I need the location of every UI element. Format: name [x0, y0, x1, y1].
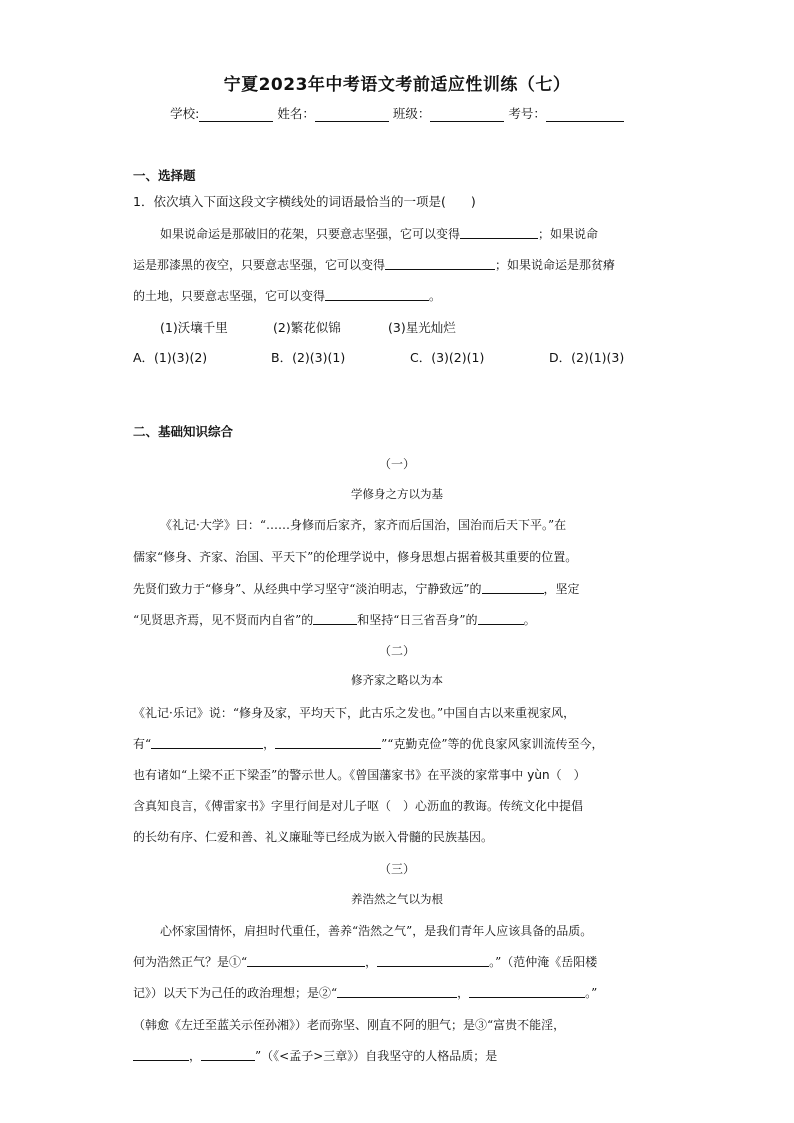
answer-blank[interactable]: [275, 736, 381, 749]
part-number-2: （二）: [378, 644, 415, 658]
pinyin: yùn: [527, 768, 550, 782]
choice-d[interactable]: D．(2)(1)(3): [549, 350, 625, 365]
part2-line-4: 含真知良言，《傅雷家书》字里行间是对儿子呕（ ）心沥血的教诲。传统文化中提倡: [133, 799, 584, 813]
answer-blank[interactable]: [478, 612, 524, 625]
answer-blank[interactable]: [460, 226, 538, 239]
answer-blank[interactable]: [337, 985, 457, 998]
choice-a[interactable]: A．(1)(3)(2): [133, 350, 208, 365]
part3-line-3: 记》）以天下为己任的政治理想；是②“ ， 。”: [133, 986, 598, 1000]
section-heading-2: 二、基础知识综合: [133, 424, 234, 439]
word-option: (1)沃壤千里: [160, 320, 228, 335]
part1-line-2: 儒家“修身、齐家、治国、平天下”的伦理学说中，修身思想占据着极其重要的位置。: [133, 550, 578, 564]
exam-no-blank[interactable]: [546, 108, 624, 122]
answer-blank[interactable]: [313, 612, 357, 625]
answer-blank[interactable]: [469, 985, 585, 998]
student-info-row: [0, 104, 794, 122]
school-blank[interactable]: [199, 108, 273, 122]
section-heading-1: 一、选择题: [133, 168, 196, 183]
part3-line-2: 何为浩然正气？是①“ ， 。”（范仲淹《岳阳楼: [133, 955, 598, 969]
passage-line-3: 的土地，只要意志坚强，它可以变得 。: [133, 289, 442, 303]
choice-b[interactable]: B．(2)(3)(1): [271, 350, 346, 365]
part-number-1: （一）: [378, 457, 415, 471]
word-option: (2)繁花似锦: [273, 320, 341, 335]
class-label: 班级：: [392, 106, 431, 121]
passage-line-1: 如果说命运是那破旧的花架，只要意志坚强，它可以变得 ；如果说命: [160, 227, 599, 241]
part1-line-3: 先贤们致力于“修身”、从经典中学习坚守“淡泊明志，宁静致远”的 ，坚定: [133, 582, 580, 596]
name-label: 姓名：: [277, 106, 315, 121]
question-1-stem: 1．依次填入下面这段文字横线处的词语最恰当的一项是( ): [133, 194, 476, 209]
part2-line-2: 有“ ， ”“克勤克俭”等的优良家风家训流传至今，: [133, 737, 604, 751]
exam-no-label: 考号：: [508, 106, 546, 121]
answer-blank[interactable]: [325, 288, 429, 301]
answer-blank[interactable]: [201, 1048, 255, 1061]
class-blank[interactable]: [430, 108, 504, 122]
answer-blank[interactable]: [377, 954, 489, 967]
name-blank[interactable]: [315, 108, 389, 122]
part-subtitle-2: 修齐家之略以为本: [351, 673, 443, 687]
part3-line-4: （韩愈《左迁至蓝关示侄孙湘》）老而弥坚、刚直不阿的胆气；是③“富贵不能淫，: [133, 1018, 566, 1032]
word-option: (3)星光灿烂: [388, 320, 456, 335]
part-number-3: （三）: [378, 862, 415, 876]
answer-blank[interactable]: [482, 581, 544, 594]
part1-line-1: 《礼记·大学》曰：“……身修而后家齐，家齐而后国治，国治而后天下平。”在: [160, 518, 567, 532]
part1-line-4: “见贤思齐焉，见不贤而内自省”的 和坚持“日三省吾身”的 。: [133, 613, 536, 627]
school-label: 学校:: [170, 106, 200, 121]
part3-line-1: 心怀家国情怀，肩担时代重任，善养“浩然之气”，是我们青年人应该具备的品质。: [160, 924, 593, 938]
part-subtitle-3: 养浩然之气以为根: [351, 892, 443, 906]
part2-line-3: 也有诸如“上梁不正下梁歪”的警示世人。《曾国藩家书》在平淡的家常事中 yùn（ ）: [133, 768, 586, 782]
answer-blank[interactable]: [133, 1048, 189, 1061]
part2-line-5: 的长幼有序、仁爱和善、礼义廉耻等已经成为嵌入骨髓的民族基因。: [133, 830, 494, 844]
part2-line-1: 《礼记·乐记》说：“修身及家，平均天下，此古乐之发也。”中国自古以来重视家风，: [133, 706, 576, 720]
choice-c[interactable]: C．(3)(2)(1): [410, 350, 485, 365]
page-title: 宁夏2023年中考语文考前适应性训练（七）: [223, 75, 571, 95]
answer-blank[interactable]: [385, 257, 495, 270]
part-subtitle-1: 学修身之方以为基: [351, 487, 443, 501]
passage-line-2: 运是那漆黑的夜空，只要意志坚强，它可以变得 ；如果说命运是那贫瘠: [133, 258, 616, 272]
answer-blank[interactable]: [151, 736, 263, 749]
part3-line-5: ， ”（《<孟子>三章》）自我坚守的人格品质；是: [133, 1047, 497, 1064]
answer-blank[interactable]: [247, 954, 365, 967]
